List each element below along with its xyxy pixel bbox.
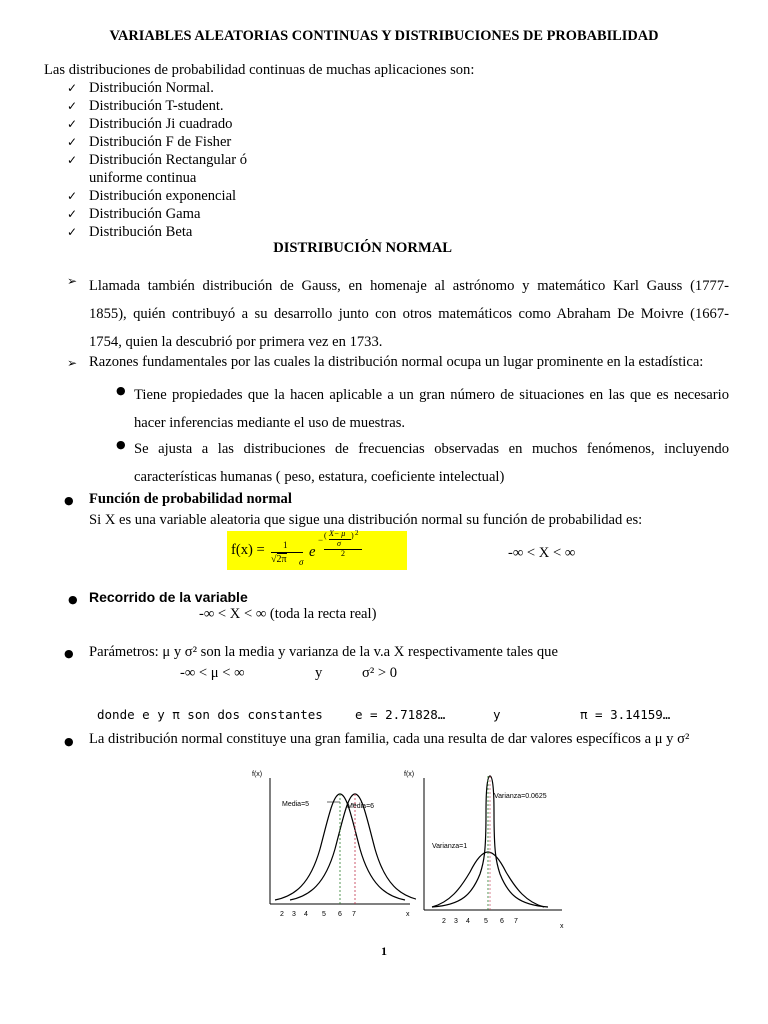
x-axis-label: x	[560, 923, 564, 930]
constants-text: donde e y π son dos constantes	[97, 707, 323, 722]
list-item: ✓ Distribución Rectangular ó	[67, 152, 248, 168]
check-icon: ✓	[67, 225, 78, 239]
formula-domain: -∞ < X < ∞	[508, 545, 576, 561]
list-item: ✓ Distribución Beta	[67, 224, 193, 240]
conjunction: y	[315, 665, 323, 681]
function-text: Si X es una variable aleatoria que sigue una distribución normal su función de probabilidad es:	[89, 512, 643, 528]
conjunction: y	[493, 707, 501, 722]
reasons-intro: Razones fundamentales por las cuales la distribución normal ocupa un lugar prominente en la estadística:	[89, 354, 704, 370]
list-item: ✓ Distribución Normal.	[67, 80, 214, 96]
intro-text: Las distribuciones de probabilidad continuas de muchas aplicaciones son:	[44, 62, 475, 78]
list-item: ✓ Distribución F de Fisher	[67, 134, 232, 150]
list-item: ✓ Distribución T-student.	[67, 98, 224, 114]
list-item: ✓ Distribución Ji cuadrado	[67, 116, 233, 132]
list-item: ✓ Distribución Gama	[67, 206, 201, 222]
tick-label: 2	[442, 918, 446, 925]
check-icon: ✓	[67, 207, 78, 221]
tick-label: 4	[466, 918, 470, 925]
reason-item: Tiene propiedades que la hacen aplicable a un gran número de situaciones en las que es necesario hacer inferencias mediante el uso de muestras.	[134, 387, 729, 431]
tick-label: 4	[304, 911, 308, 918]
tick-label: 6	[338, 911, 342, 918]
reason-item: Se ajusta a las distribuciones de frecuencias observadas en muchos fenómenos, incluyendo características humanas ( peso, estatura, coeficiente intelectual)	[134, 441, 729, 485]
arrow-bullet-icon: ➢	[67, 274, 78, 288]
sigma-condition: σ² > 0	[362, 665, 398, 681]
section-title: DISTRIBUCIÓN NORMAL	[273, 240, 452, 256]
tick-label: 7	[514, 918, 518, 925]
parameters-text: Parámetros: μ y σ² son la media y varianza de la v.a X respectivamente tales que	[89, 644, 558, 660]
bullet-icon: ●	[64, 647, 74, 660]
check-icon: ✓	[67, 135, 78, 149]
e-value: e = 2.71828…	[355, 707, 446, 722]
pi-value: π = 3.14159…	[580, 707, 671, 722]
check-icon: ✓	[67, 189, 78, 203]
bullet-icon: ●	[116, 438, 126, 451]
series-label-var0625: Varianza=0.0625	[494, 793, 547, 800]
arrow-bullet-icon: ➢	[67, 356, 78, 370]
y-axis-label: f(x)	[404, 771, 415, 778]
tick-label: 7	[352, 911, 356, 918]
tick-label: 5	[484, 918, 488, 925]
gauss-paragraph: Llamada también distribución de Gauss, en homenaje al astrónomo y matemático Karl Gauss (1777- 1855), quién contribuyó a su desarrollo junto con otros matemáticos como Abraham De Moivre (1667- 1754, quien la descubrió por primera vez en 1733.	[89, 278, 729, 350]
list-item-continuation: uniforme continua	[89, 170, 197, 186]
range-text: -∞ < X < ∞ (toda la recta real)	[199, 606, 377, 622]
bullet-icon: ●	[64, 735, 74, 748]
bullet-icon: ●	[116, 384, 126, 397]
tick-label: 5	[322, 911, 326, 918]
page-number: 1	[381, 944, 387, 958]
list-item: ✓ Distribución exponencial	[67, 188, 237, 204]
tick-label: 2	[280, 911, 284, 918]
x-axis-label: x	[406, 911, 410, 918]
mu-range: -∞ < μ < ∞	[180, 665, 245, 681]
range-title: Recorrido de la variable	[89, 589, 248, 605]
figure-means	[250, 764, 416, 924]
series-label-mean6: Media=6	[347, 803, 375, 810]
tick-label: 3	[454, 918, 458, 925]
document-title: VARIABLES ALEATORIAS CONTINUAS Y DISTRIBUCIONES DE PROBABILIDAD	[109, 28, 659, 44]
y-axis-label: f(x)	[252, 771, 263, 778]
figure-variances	[402, 764, 568, 932]
series-label-var1: Varianza=1	[432, 843, 468, 850]
normal-pdf-formula: f(x) = 1 √2π σ e − ( X− μ σ ) 2 2	[227, 531, 407, 570]
bullet-icon: ●	[64, 494, 74, 507]
check-icon: ✓	[67, 153, 78, 167]
check-icon: ✓	[67, 117, 78, 131]
family-text: La distribución normal constituye una gran familia, cada una resulta de dar valores específicos a μ y σ²	[89, 731, 690, 747]
function-title: Función de probabilidad normal	[89, 491, 292, 507]
bullet-icon: ●	[68, 593, 78, 606]
tick-label: 6	[500, 918, 504, 925]
check-icon: ✓	[67, 81, 78, 95]
series-label-mean5: Media=5	[282, 801, 310, 808]
check-icon: ✓	[67, 99, 78, 113]
tick-label: 3	[292, 911, 296, 918]
